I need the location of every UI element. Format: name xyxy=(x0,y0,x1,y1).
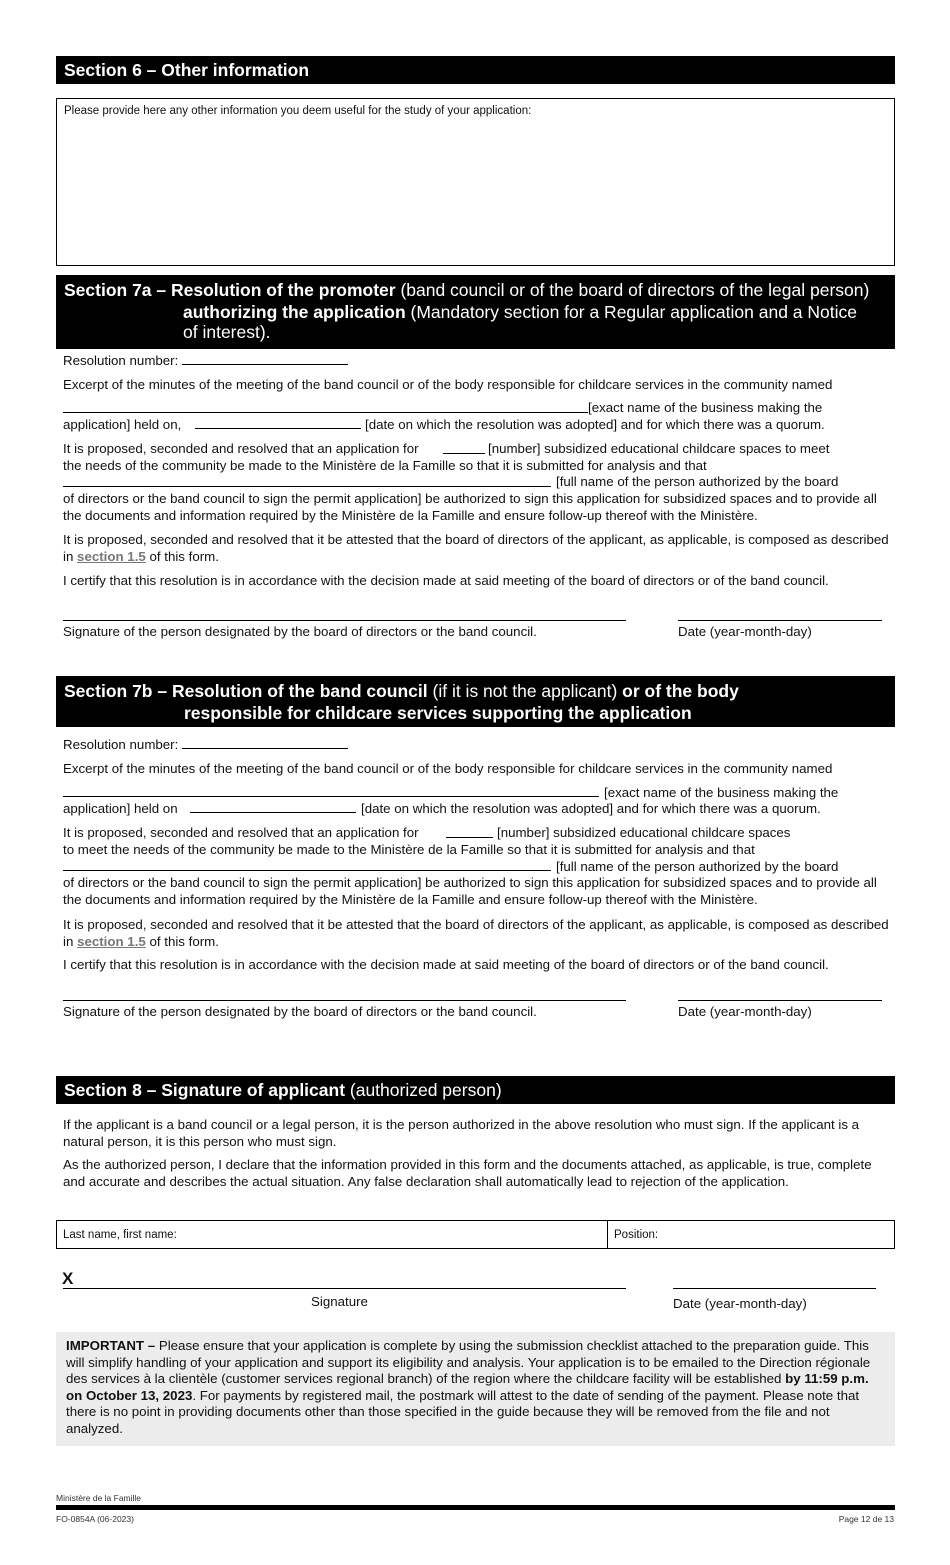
proposed-1a-7a: It is proposed, seconded and resolved that an application for xyxy=(63,441,419,456)
section-7b-header xyxy=(56,676,895,727)
exact-name-text-7a: [exact name of the business making the xyxy=(588,400,823,415)
applicant-signature-line[interactable] xyxy=(63,1288,626,1289)
important-lead: IMPORTANT – xyxy=(66,1338,156,1353)
section-7a-line3-normal: of interest). xyxy=(183,322,271,342)
important-text-b: . For payments by registered mail, the postmark will attest to the date of sending of the payment. Please note that there is no point in providing documents other than those specified in the guide because they will be removed from the file and not analyzed. xyxy=(66,1387,860,1436)
authorized-person-field-7b[interactable] xyxy=(63,870,551,871)
applicant-signature-label: Signature xyxy=(311,1294,368,1309)
section-7b-title-bold: Section 7b – Resolution of the band council xyxy=(64,681,428,701)
community-name-field-7b[interactable] xyxy=(63,796,599,797)
footer-page-number: Page 12 de 13 xyxy=(838,1514,894,1524)
proposed-2b-7b: of this form. xyxy=(145,934,219,949)
proposed-2b-7a: of this form. xyxy=(145,549,219,564)
section-7b-title-bold2: or of the body xyxy=(617,681,739,701)
proposed-1a-7b: It is proposed, seconded and resolved that an application for xyxy=(63,825,419,840)
position-label: Position: xyxy=(614,1229,659,1241)
section-6-title: Section 6 – Other information xyxy=(64,60,310,80)
section-8-paragraph-1: If the applicant is a band council or a legal person, it is the person authorized in the above resolution who must sign. If the applicant is a natural person, it is this person who must sign. xyxy=(63,1117,860,1149)
signature-line-7b[interactable] xyxy=(63,1000,626,1001)
proposed-1c-7b: to meet the needs of the community be made to the Ministère de la Famille so that it is submitted for analysis and that xyxy=(63,842,755,857)
proposed-2a-7a: It is proposed, seconded and resolved that it be attested that the board of directors of the applicant, as applicable, is composed as described in xyxy=(63,532,889,564)
full-name-text-7a: [full name of the person authorized by the board xyxy=(556,474,839,489)
other-information-textarea[interactable] xyxy=(56,98,895,266)
resolution-date-field-7b[interactable] xyxy=(190,812,356,813)
footer-form-code: FO-0854A (06-2023) xyxy=(56,1514,134,1524)
community-name-field-7a[interactable] xyxy=(63,412,588,413)
resolution-number-row-7b xyxy=(63,736,898,753)
resolution-number-field-7b[interactable] xyxy=(182,737,348,749)
proposed-1d-7b: of directors or the band council to sign the permit application] be authorized to sign this application for subsidized spaces and to provide all the documents and information required by the Ministère de la Famille and ensure follow-up thereof with the Ministère. xyxy=(63,875,877,907)
authorized-person-field-7a[interactable] xyxy=(63,486,551,487)
resolution-number-row-7a xyxy=(63,352,898,369)
other-information-prompt: Please provide here any other information you deem useful for the study of your application: xyxy=(64,105,532,117)
last-first-name-label: Last name, first name: xyxy=(63,1229,177,1241)
certify-text-7a: I certify that this resolution is in accordance with the decision made at said meeting of the board of directors or of the band council. xyxy=(63,573,829,588)
proposed-1b-7a: [number] subsidized educational childcare spaces to meet xyxy=(488,441,830,456)
held-on-label-7a: application] held on, xyxy=(63,417,182,432)
section-7a-header xyxy=(56,275,895,349)
signature-line-7a[interactable] xyxy=(63,620,626,621)
proposed-2-7a xyxy=(63,531,898,565)
proposed-1b-7b: [number] subsidized educational childcare spaces xyxy=(497,825,791,840)
section-8-title-bold: Section 8 – Signature of applicant xyxy=(64,1080,346,1100)
signature-label-7b: Signature of the person designated by the board of directors or the band council. xyxy=(63,1004,537,1019)
resolution-date-field-7a[interactable] xyxy=(195,428,361,429)
footer-ministry: Ministère de la Famille xyxy=(56,1493,142,1503)
section-8-header xyxy=(56,1076,895,1104)
section-7b-line2-bold: responsible for childcare services supporting the application xyxy=(184,703,692,723)
section-8-title-normal: (authorized person) xyxy=(345,1080,502,1100)
section-7a-line2-bold: authorizing the application xyxy=(183,302,406,322)
important-notice xyxy=(56,1332,895,1446)
excerpt-text-7a: Excerpt of the minutes of the meeting of the band council or of the body responsible for childcare services in the community named xyxy=(63,377,833,392)
position-field[interactable] xyxy=(607,1220,895,1249)
footer-rule xyxy=(56,1505,895,1510)
section-1-5-link-7a[interactable]: section 1.5 xyxy=(77,549,146,564)
signature-label-7a: Signature of the person designated by the board of directors or the band council. xyxy=(63,624,537,639)
applicant-date-label: Date (year-month-day) xyxy=(673,1296,807,1311)
important-deadline: by 11:59 p.m. on October 13, 2023 xyxy=(66,1371,869,1403)
signature-x-mark: X xyxy=(62,1269,74,1288)
resolution-number-field-7a[interactable] xyxy=(182,353,348,365)
proposed-2a-7b: It is proposed, seconded and resolved that it be attested that the board of directors of the applicant, as applicable, is composed as described in xyxy=(63,917,889,949)
held-on-text-7a: [date on which the resolution was adopted] and for which there was a quorum. xyxy=(365,417,825,432)
last-first-name-field[interactable] xyxy=(56,1220,608,1249)
excerpt-text-7b: Excerpt of the minutes of the meeting of the band council or of the body responsible for childcare services in the community named xyxy=(63,761,833,776)
resolution-number-label-7b: Resolution number: xyxy=(63,737,179,752)
section-7b-title-normal: (if it is not the applicant) xyxy=(427,681,618,701)
full-name-text-7b: [full name of the person authorized by the board xyxy=(556,859,839,874)
spaces-number-field-7b[interactable] xyxy=(446,837,493,838)
section-7a-line2-normal: (Mandatory section for a Regular application and a Notice xyxy=(405,302,858,322)
held-on-text-7b: [date on which the resolution was adopted] and for which there was a quorum. xyxy=(361,801,821,816)
date-label-7a: Date (year-month-day) xyxy=(678,624,812,639)
important-text-a: Please ensure that your application is complete by using the submission checklist attached to the preparation guide. This will simplify handling of your application and support its eligibility and analysis. Your application is to be emailed to the Direction régionale des services à la clientèle (customer services regional branch) of the region where the childcare facility will be established xyxy=(66,1338,871,1386)
date-line-7b[interactable] xyxy=(678,1000,882,1001)
certify-text-7b: I certify that this resolution is in accordance with the decision made at said meeting of the board of directors or of the band council. xyxy=(63,957,829,972)
section-7a-title-normal: (band council or of the board of directors of the legal person) xyxy=(395,280,870,300)
proposed-1c-7a: the needs of the community be made to the Ministère de la Famille so that it is submitted for analysis and that xyxy=(63,458,707,473)
held-on-label-7b: application] held on xyxy=(63,801,178,816)
proposed-2-7b xyxy=(63,916,898,950)
exact-name-text-7b: [exact name of the business making the xyxy=(604,785,839,800)
section-7a-title-bold: Section 7a – Resolution of the promoter xyxy=(64,280,396,300)
resolution-number-label-7a: Resolution number: xyxy=(63,353,179,368)
section-6-header xyxy=(56,56,895,84)
section-8-paragraph-2: As the authorized person, I declare that the information provided in this form and the documents attached, as applicable, is true, complete and accurate and describes the actual situation. Any false declaration shall automatically lead to rejection of the application. xyxy=(63,1157,872,1189)
applicant-date-line[interactable] xyxy=(673,1288,876,1289)
spaces-number-field-7a[interactable] xyxy=(443,453,485,454)
date-label-7b: Date (year-month-day) xyxy=(678,1004,812,1019)
proposed-1d-7a: of directors or the band council to sign the permit application] be authorized to sign this application for subsidized spaces and to provide all the documents and information required by the Ministère de la Famille and ensure follow-up thereof with the Ministère. xyxy=(63,491,877,523)
section-1-5-link-7b[interactable]: section 1.5 xyxy=(77,934,146,949)
date-line-7a[interactable] xyxy=(678,620,882,621)
